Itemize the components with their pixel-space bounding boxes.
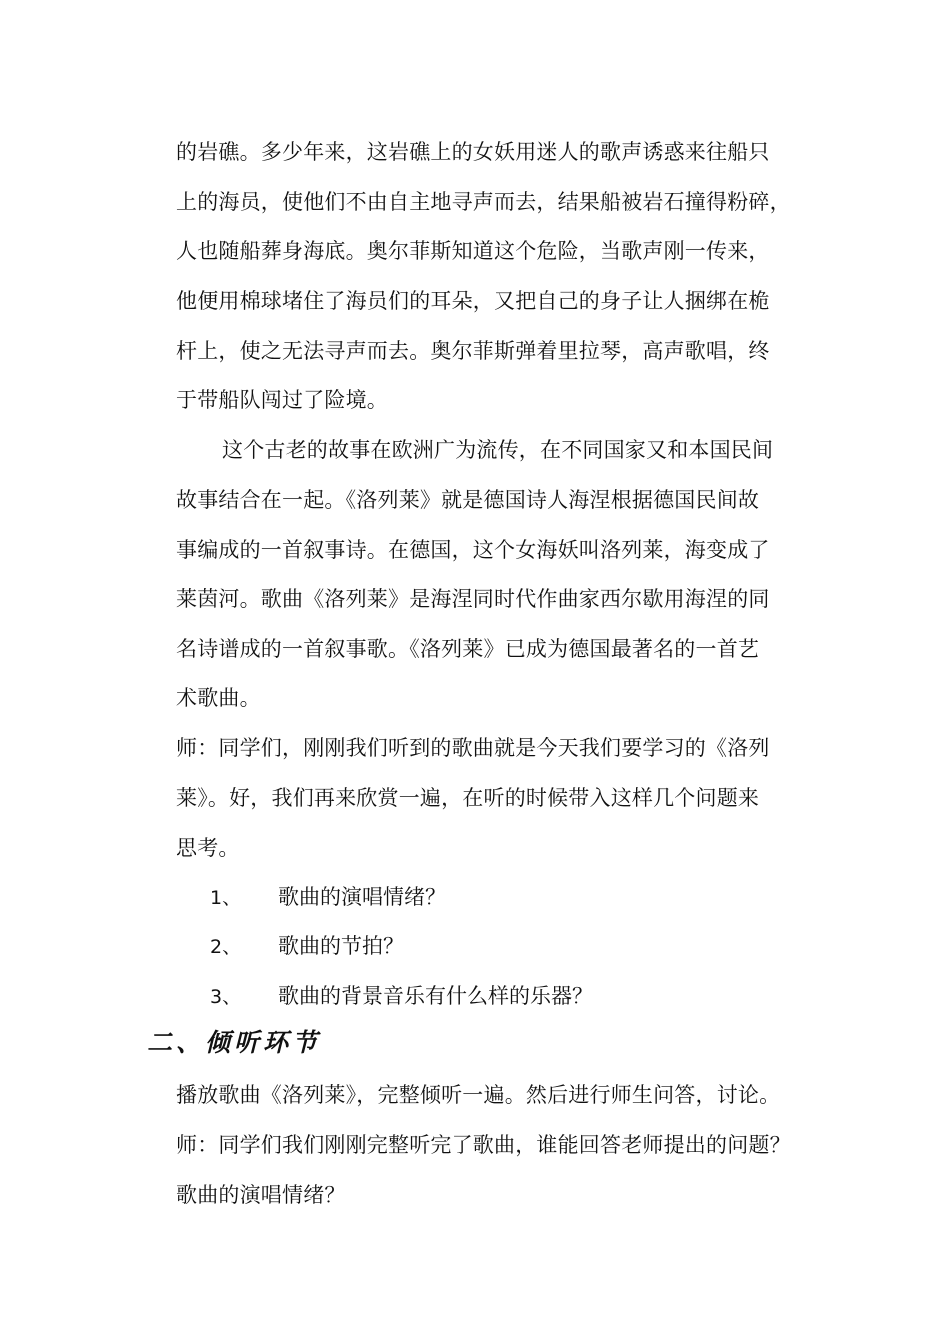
teacher-intro-line-3: 思考。 xyxy=(176,836,240,860)
story-line-1: 的岩礁。多少年来，这岩礁上的女妖用迷人的歌声诱惑来往船只 xyxy=(176,140,770,164)
story-line-2: 上的海员，使他们不由自主地寻声而去，结果船被岩石撞得粉碎， xyxy=(176,190,791,214)
question-number: 3、 xyxy=(210,986,242,1008)
question-text: 歌曲的演唱情绪？ xyxy=(278,885,446,909)
question-text: 歌曲的节拍？ xyxy=(278,934,404,958)
background-line-6: 术歌曲。 xyxy=(176,686,261,710)
story-line-3: 人也随船葬身海底。奥尔菲斯知道这个危险，当歌声刚一传来， xyxy=(176,239,770,263)
story-line-5: 杆上，使之无法寻声而去。奥尔菲斯弹着里拉琴，高声歌唱，终 xyxy=(176,339,770,363)
listening-line-1: 播放歌曲《洛列莱》，完整倾听一遍。然后进行师生问答，讨论。 xyxy=(176,1083,781,1107)
story-line-6: 于带船队闯过了险境。 xyxy=(176,388,388,412)
background-line-2: 故事结合在一起。《洛列莱》就是德国诗人海涅根据德国民间故 xyxy=(176,488,760,512)
section-heading: 二、倾听环节 xyxy=(147,1028,322,1057)
teacher-intro-line-1: 师：同学们，刚刚我们听到的歌曲就是今天我们要学习的《洛列 xyxy=(176,736,770,760)
background-line-1: 这个古老的故事在欧洲广为流传，在不同国家又和本国民间 xyxy=(222,438,774,462)
question-number: 1、 xyxy=(210,887,242,909)
teacher-intro-line-2: 莱》。好，我们再来欣赏一遍，在听的时候带入这样几个问题来 xyxy=(176,786,760,810)
question-item xyxy=(210,882,446,913)
listening-line-3: 歌曲的演唱情绪？ xyxy=(176,1183,346,1207)
question-number: 2、 xyxy=(210,936,242,958)
story-line-4: 他便用棉球堵住了海员们的耳朵，又把自己的身子让人捆绑在桅 xyxy=(176,289,770,313)
background-line-3: 事编成的一首叙事诗。在德国，这个女海妖叫洛列莱，海变成了 xyxy=(176,538,770,562)
question-text: 歌曲的背景音乐有什么样的乐器？ xyxy=(278,984,593,1008)
question-item xyxy=(210,931,404,962)
background-line-5: 名诗谱成的一首叙事歌。《洛列莱》已成为德国最著名的一首艺 xyxy=(176,637,760,661)
listening-line-2: 师：同学们我们刚刚完整听完了歌曲，谁能回答老师提出的问题？ xyxy=(176,1133,791,1157)
question-item xyxy=(210,981,593,1012)
background-line-4: 莱茵河。歌曲《洛列莱》是海涅同时代作曲家西尔歇用海涅的同 xyxy=(176,587,770,611)
